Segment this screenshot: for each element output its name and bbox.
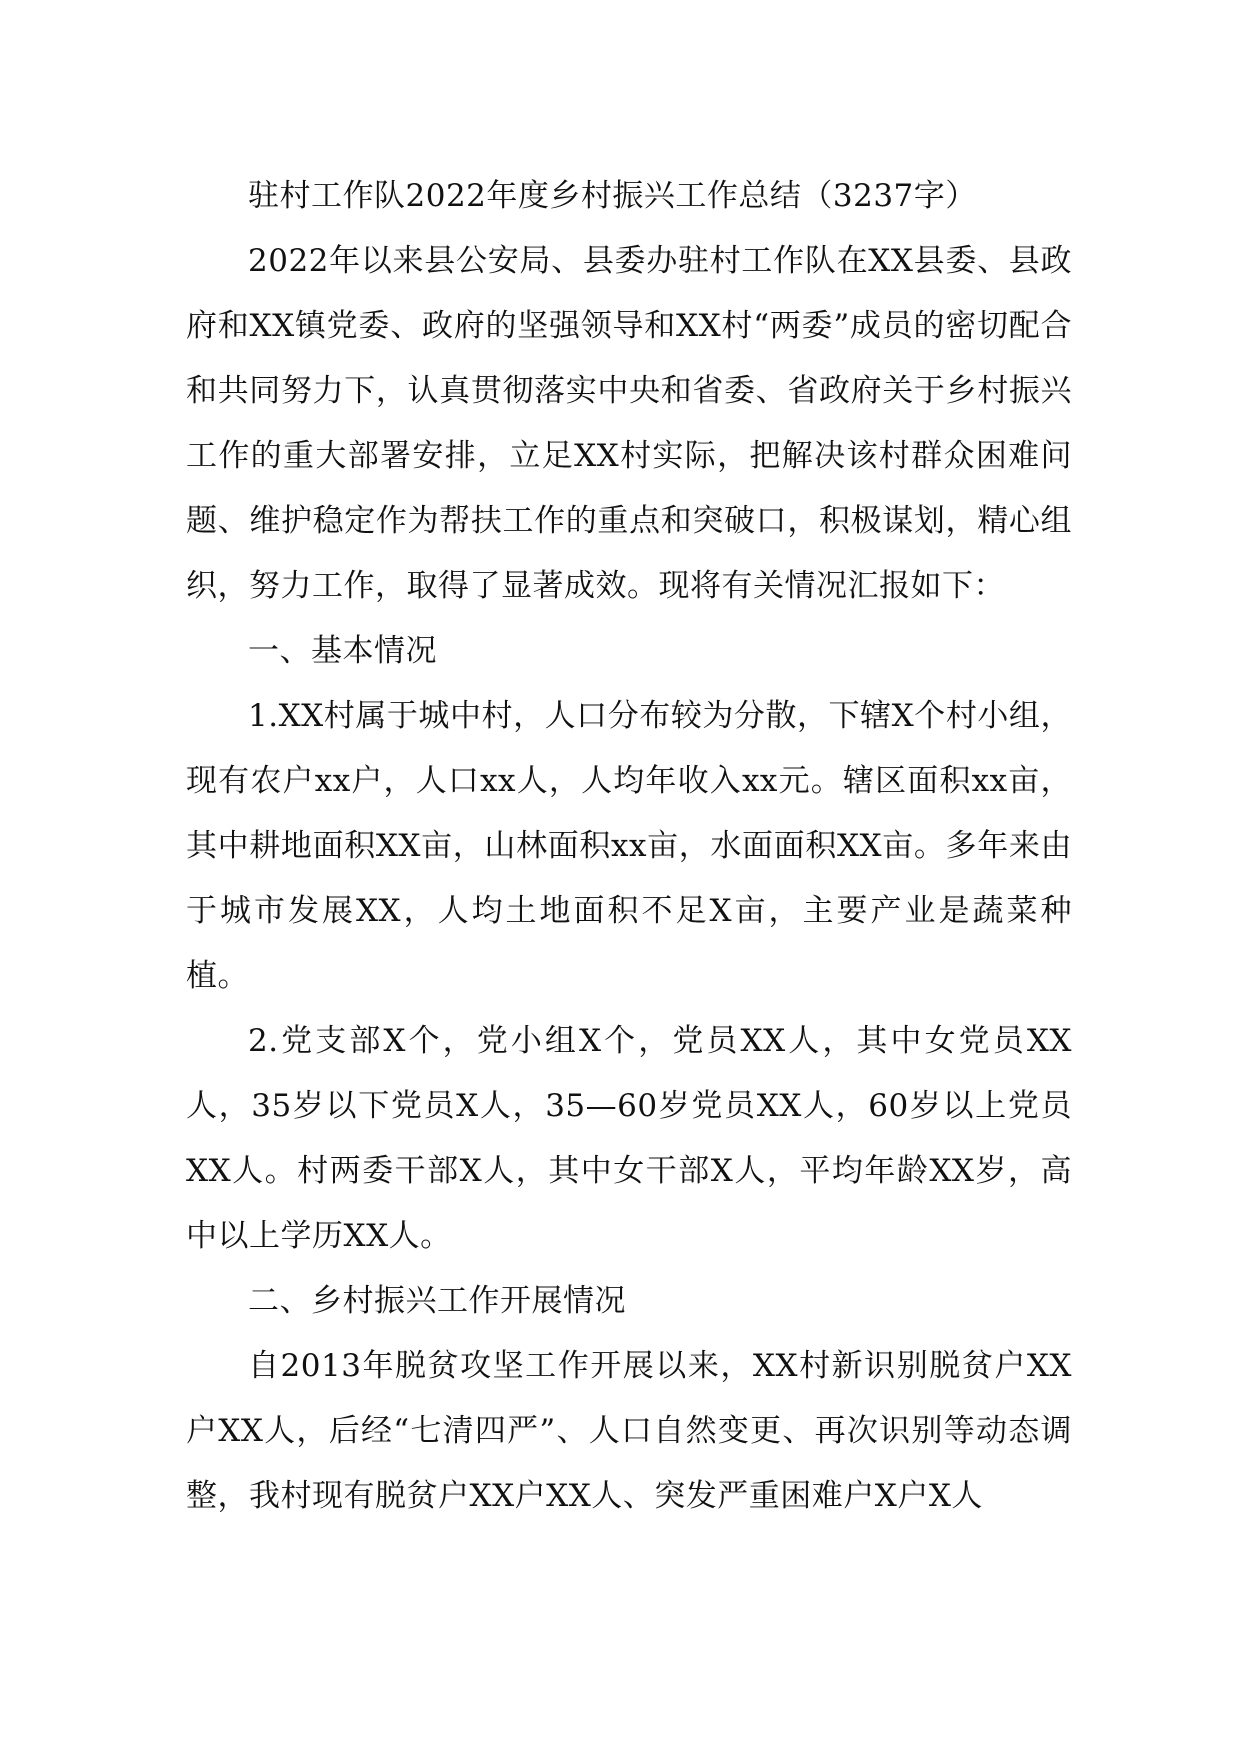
document-body [186, 164, 1072, 1529]
section-heading-basic-info: 一、基本情况 [248, 633, 437, 669]
document-title: 驻村工作队2022年度乡村振兴工作总结（3237字） [248, 178, 977, 214]
work-progress-paragraph: 自2013年脱贫攻坚工作开展以来，XX村新识别脱贫户XX户XX人，后经“七清四严”、人口自然变更、再次识别等动态调整，我村现有脱贫户XX户XX人、突发严重困难户X户X人 [186, 1348, 1072, 1514]
basic-info-item-1: 1.XX村属于城中村，人口分布较为分散，下辖X个村小组，现有农户xx户，人口xx人，人均年收入xx元。辖区面积xx亩，其中耕地面积XX亩，山林面积xx亩，水面面积XX亩。多年来由于城市发展XX，人均土地面积不足X亩，主要产业是蔬菜种植。 [186, 698, 1072, 994]
intro-paragraph: 2022年以来县公安局、县委办驻村工作队在XX县委、县政府和XX镇党委、政府的坚强领导和XX村“两委”成员的密切配合和共同努力下，认真贯彻落实中央和省委、省政府关于乡村振兴工作的重大部署安排，立足XX村实际，把解决该村群众困难问题、维护稳定作为帮扶工作的重点和突破口，积极谋划，精心组织，努力工作，取得了显著成效。现将有关情况汇报如下： [186, 243, 1072, 604]
section-heading-work-progress: 二、乡村振兴工作开展情况 [248, 1283, 626, 1319]
basic-info-item-2: 2.党支部X个，党小组X个，党员XX人，其中女党员XX人，35岁以下党员X人，35—60岁党员XX人，60岁以上党员XX人。村两委干部X人，其中女干部X人，平均年龄XX岁，高中以上学历XX人。 [186, 1023, 1072, 1254]
